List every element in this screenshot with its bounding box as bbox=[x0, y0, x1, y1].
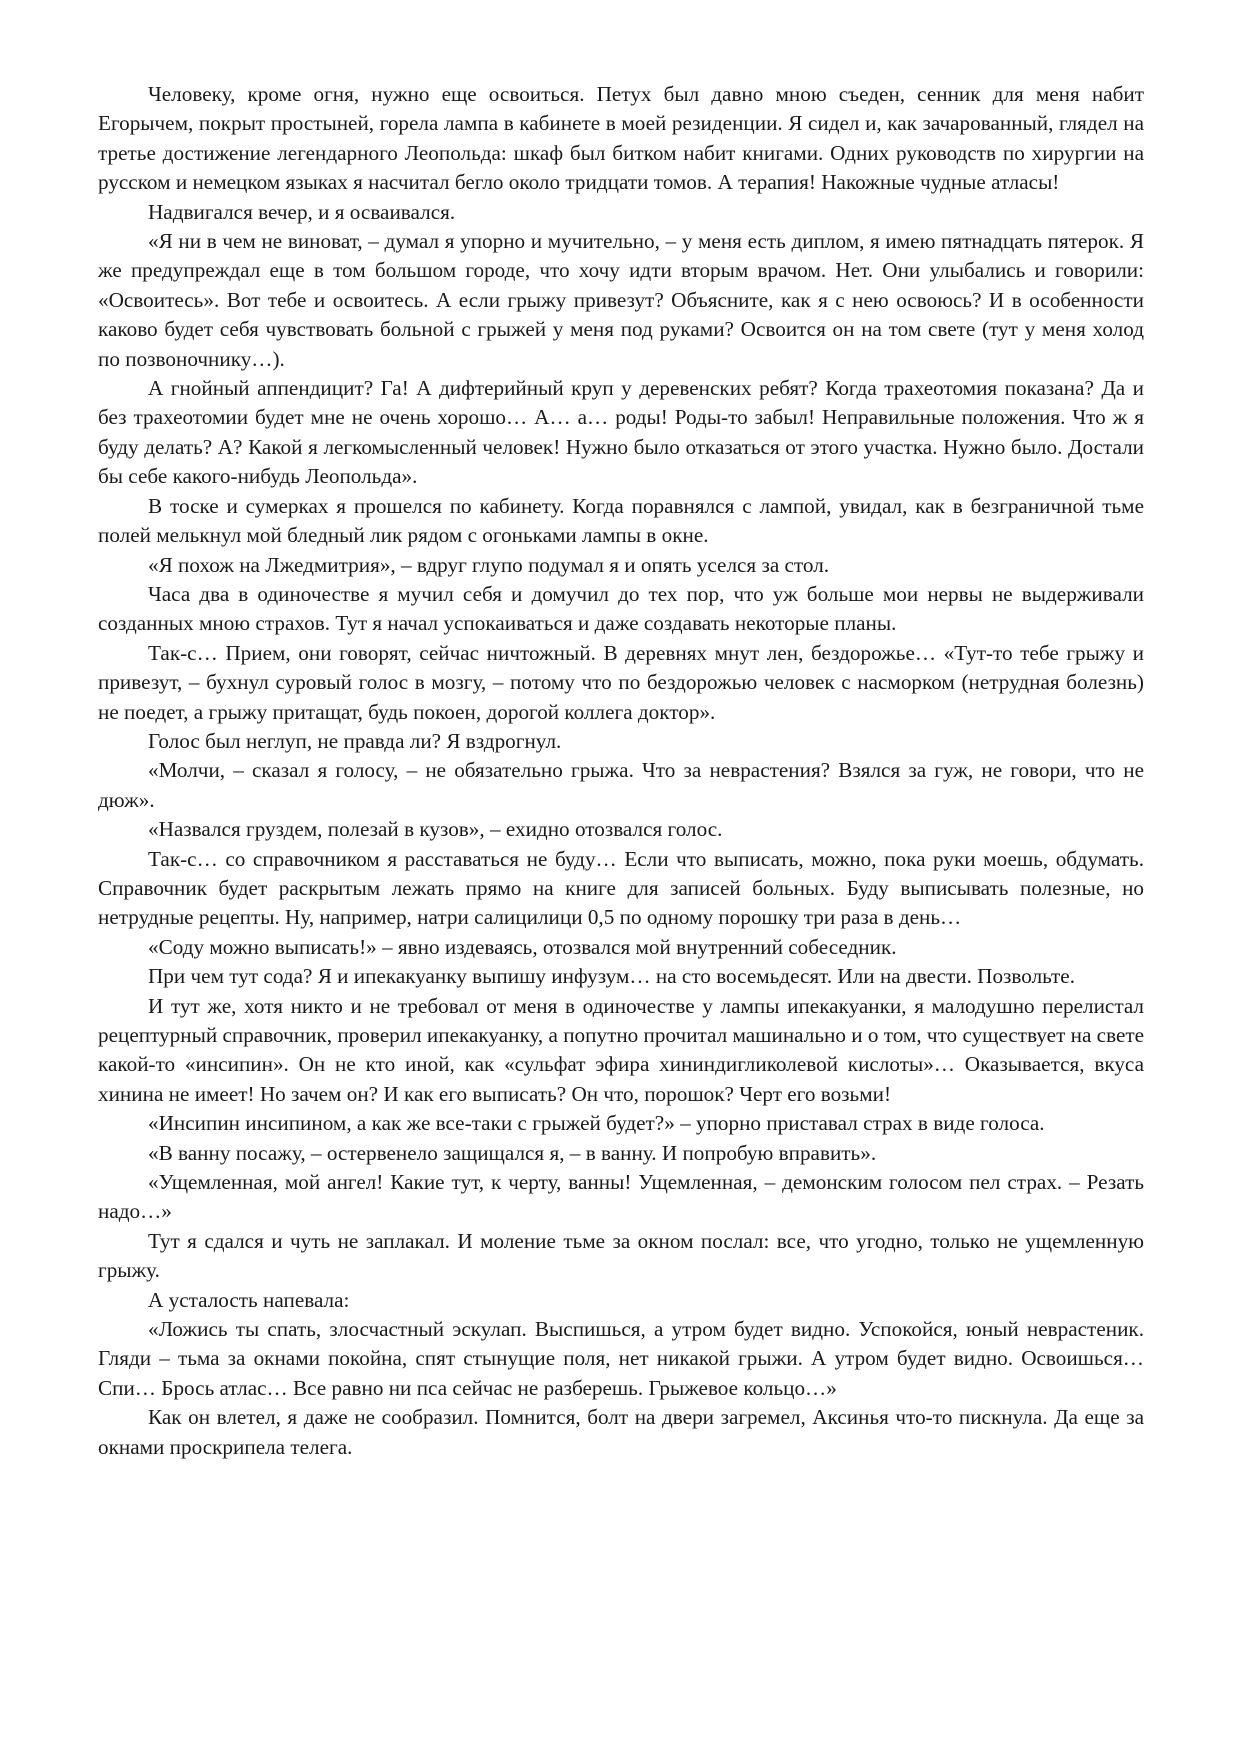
paragraph: «Ложись ты спать, злосчастный эскулап. Выспишься, а утром будет видно. Успокойся, юный неврастеник. Гляди – тьма за окнами покойна, спят стынущие поля, нет никакой грыжи. А утром будет видно. Освоишься… Спи… Брось атлас… Все равно ни пса сейчас не разберешь. Грыжевое кольцо…» bbox=[98, 1317, 1144, 1400]
paragraph: Тут я сдался и чуть не заплакал. И моление тьме за окном послал: все, что угодно, только не ущемленную грыжу. bbox=[98, 1228, 1144, 1283]
paragraph: «Назвался груздем, полезай в кузов», – ехидно отозвался голос. bbox=[148, 817, 723, 842]
paragraph: Человеку, кроме огня, нужно еще освоиться. Петух был давно мною съеден, сенник для меня набит Егорычем, покрыт простыней, горела лампа в кабинете в моей резиденции. Я сидел и, как зачарованный, глядел на третье достижение легендарного Леопольда: шкаф был битком набит книгами. Одних руководств по хирургии на русском и немецком языках я насчитал бегло около тридцати томов. А терапия! Накожные чудные атласы! bbox=[98, 82, 1144, 195]
paragraph: А гнойный аппендицит? Га! А дифтерийный круп у деревенских ребят? Когда трахеотомия показана? Да и без трахеотомии будет мне не очень хорошо… А… а… роды! Роды-то забыл! Неправильные положения. Что ж я буду делать? А? Какой я легкомысленный человек! Нужно было отказаться от этого участка. Нужно было. Достали бы себе какого-нибудь Леопольда». bbox=[98, 376, 1144, 489]
paragraph: «Соду можно выписать!» – явно издеваясь, отозвался мой внутренний собеседник. bbox=[148, 934, 897, 959]
paragraph: Голос был неглуп, не правда ли? Я вздрогнул. bbox=[148, 728, 562, 753]
paragraph: Надвигался вечер, и я осваивался. bbox=[148, 199, 456, 224]
paragraph: «Ущемленная, мой ангел! Какие тут, к черту, ванны! Ущемленная, – демонским голосом пел страх. – Резать надо…» bbox=[98, 1170, 1144, 1224]
paragraph: «Инсипин инсипином, а как же все-таки с грыжей будет?» – упорно приставал страх в виде голоса. bbox=[148, 1111, 1045, 1136]
paragraph: «Я похож на Лжедмитрия», – вдруг глупо подумал я и опять уселся за стол. bbox=[148, 552, 830, 577]
paragraph: В тоске и сумерках я прошелся по кабинету. Когда поравнялся с лампой, увидал, как в безграничной тьме полей мелькнул мой бледный лик рядом с огоньками лампы в окне. bbox=[98, 493, 1144, 548]
paragraph: «Молчи, – сказал я голосу, – не обязательно грыжа. Что за неврастения? Взялся за гуж, не говори, что не дюж». bbox=[98, 758, 1144, 812]
paragraph: «Я ни в чем не виноват, – думал я упорно и мучительно, – у меня есть диплом, я имею пятнадцать пятерок. Я же предупреждал еще в том большом городе, что хочу идти вторым врачом. Нет. Они улыбались и говорили: «Освоитесь». Вот тебе и освоитесь. А если грыжу привезут? Объясните, как я с нею освоюсь? И в особенности каково будет себя чувствовать больной с грыжей у меня под руками? Освоится он на том свете (тут у меня холод по позвоночнику…). bbox=[98, 229, 1144, 371]
paragraph: Так-с… Прием, они говорят, сейчас ничтожный. В деревнях мнут лен, бездорожье… «Тут-то тебе грыжу и привезут, – бухнул суровый голос в мозгу, – потому что по бездорожью человек с насморком (нетрудная болезнь) не поедет, а грыжу притащат, будь покоен, дорогой коллега доктор». bbox=[98, 640, 1144, 724]
body-text bbox=[98, 80, 1144, 1462]
paragraph: «В ванну посажу, – остервенело защищался я, – в ванну. И попробую вправить». bbox=[148, 1140, 877, 1165]
paragraph: Так-с… со справочником я расставаться не буду… Если что выписать, можно, пока руки моешь, обдумать. Справочник будет раскрытым лежать прямо на книге для записей больных. Буду выписывать полезные, но нетрудные рецепты. Ну, например, натри салицилици 0,5 по одному порошку три раза в день… bbox=[98, 846, 1144, 930]
paragraph: И тут же, хотя никто и не требовал от меня в одиночестве у лампы ипекакуанки, я малодушно перелистал рецептурный справочник, проверил ипекакуанку, а попутно прочитал машинально и о том, что существует на свете какой-то «инсипин». Он не кто иной, как «сульфат эфира хининдигликолевой кислоты»… Оказывается, вкуса хинина не имеет! Но зачем он? И как его выписать? Он что, порошок? Черт его возьми! bbox=[98, 993, 1145, 1106]
paragraph: Часа два в одиночестве я мучил себя и домучил до тех пор, что уж больше мои нервы не выдерживали созданных мною страхов. Тут я начал успокаиваться и даже создавать некоторые планы. bbox=[98, 581, 1144, 636]
paragraph: Как он влетел, я даже не сообразил. Помнится, болт на двери загремел, Аксинья что-то пискнула. Да еще за окнами проскрипела телега. bbox=[98, 1405, 1144, 1459]
paragraph: А усталость напевала: bbox=[148, 1287, 350, 1312]
paragraph: При чем тут сода? Я и ипекакуанку выпишу инфузум… на сто восемьдесят. Или на двести. Позвольте. bbox=[148, 964, 1075, 989]
